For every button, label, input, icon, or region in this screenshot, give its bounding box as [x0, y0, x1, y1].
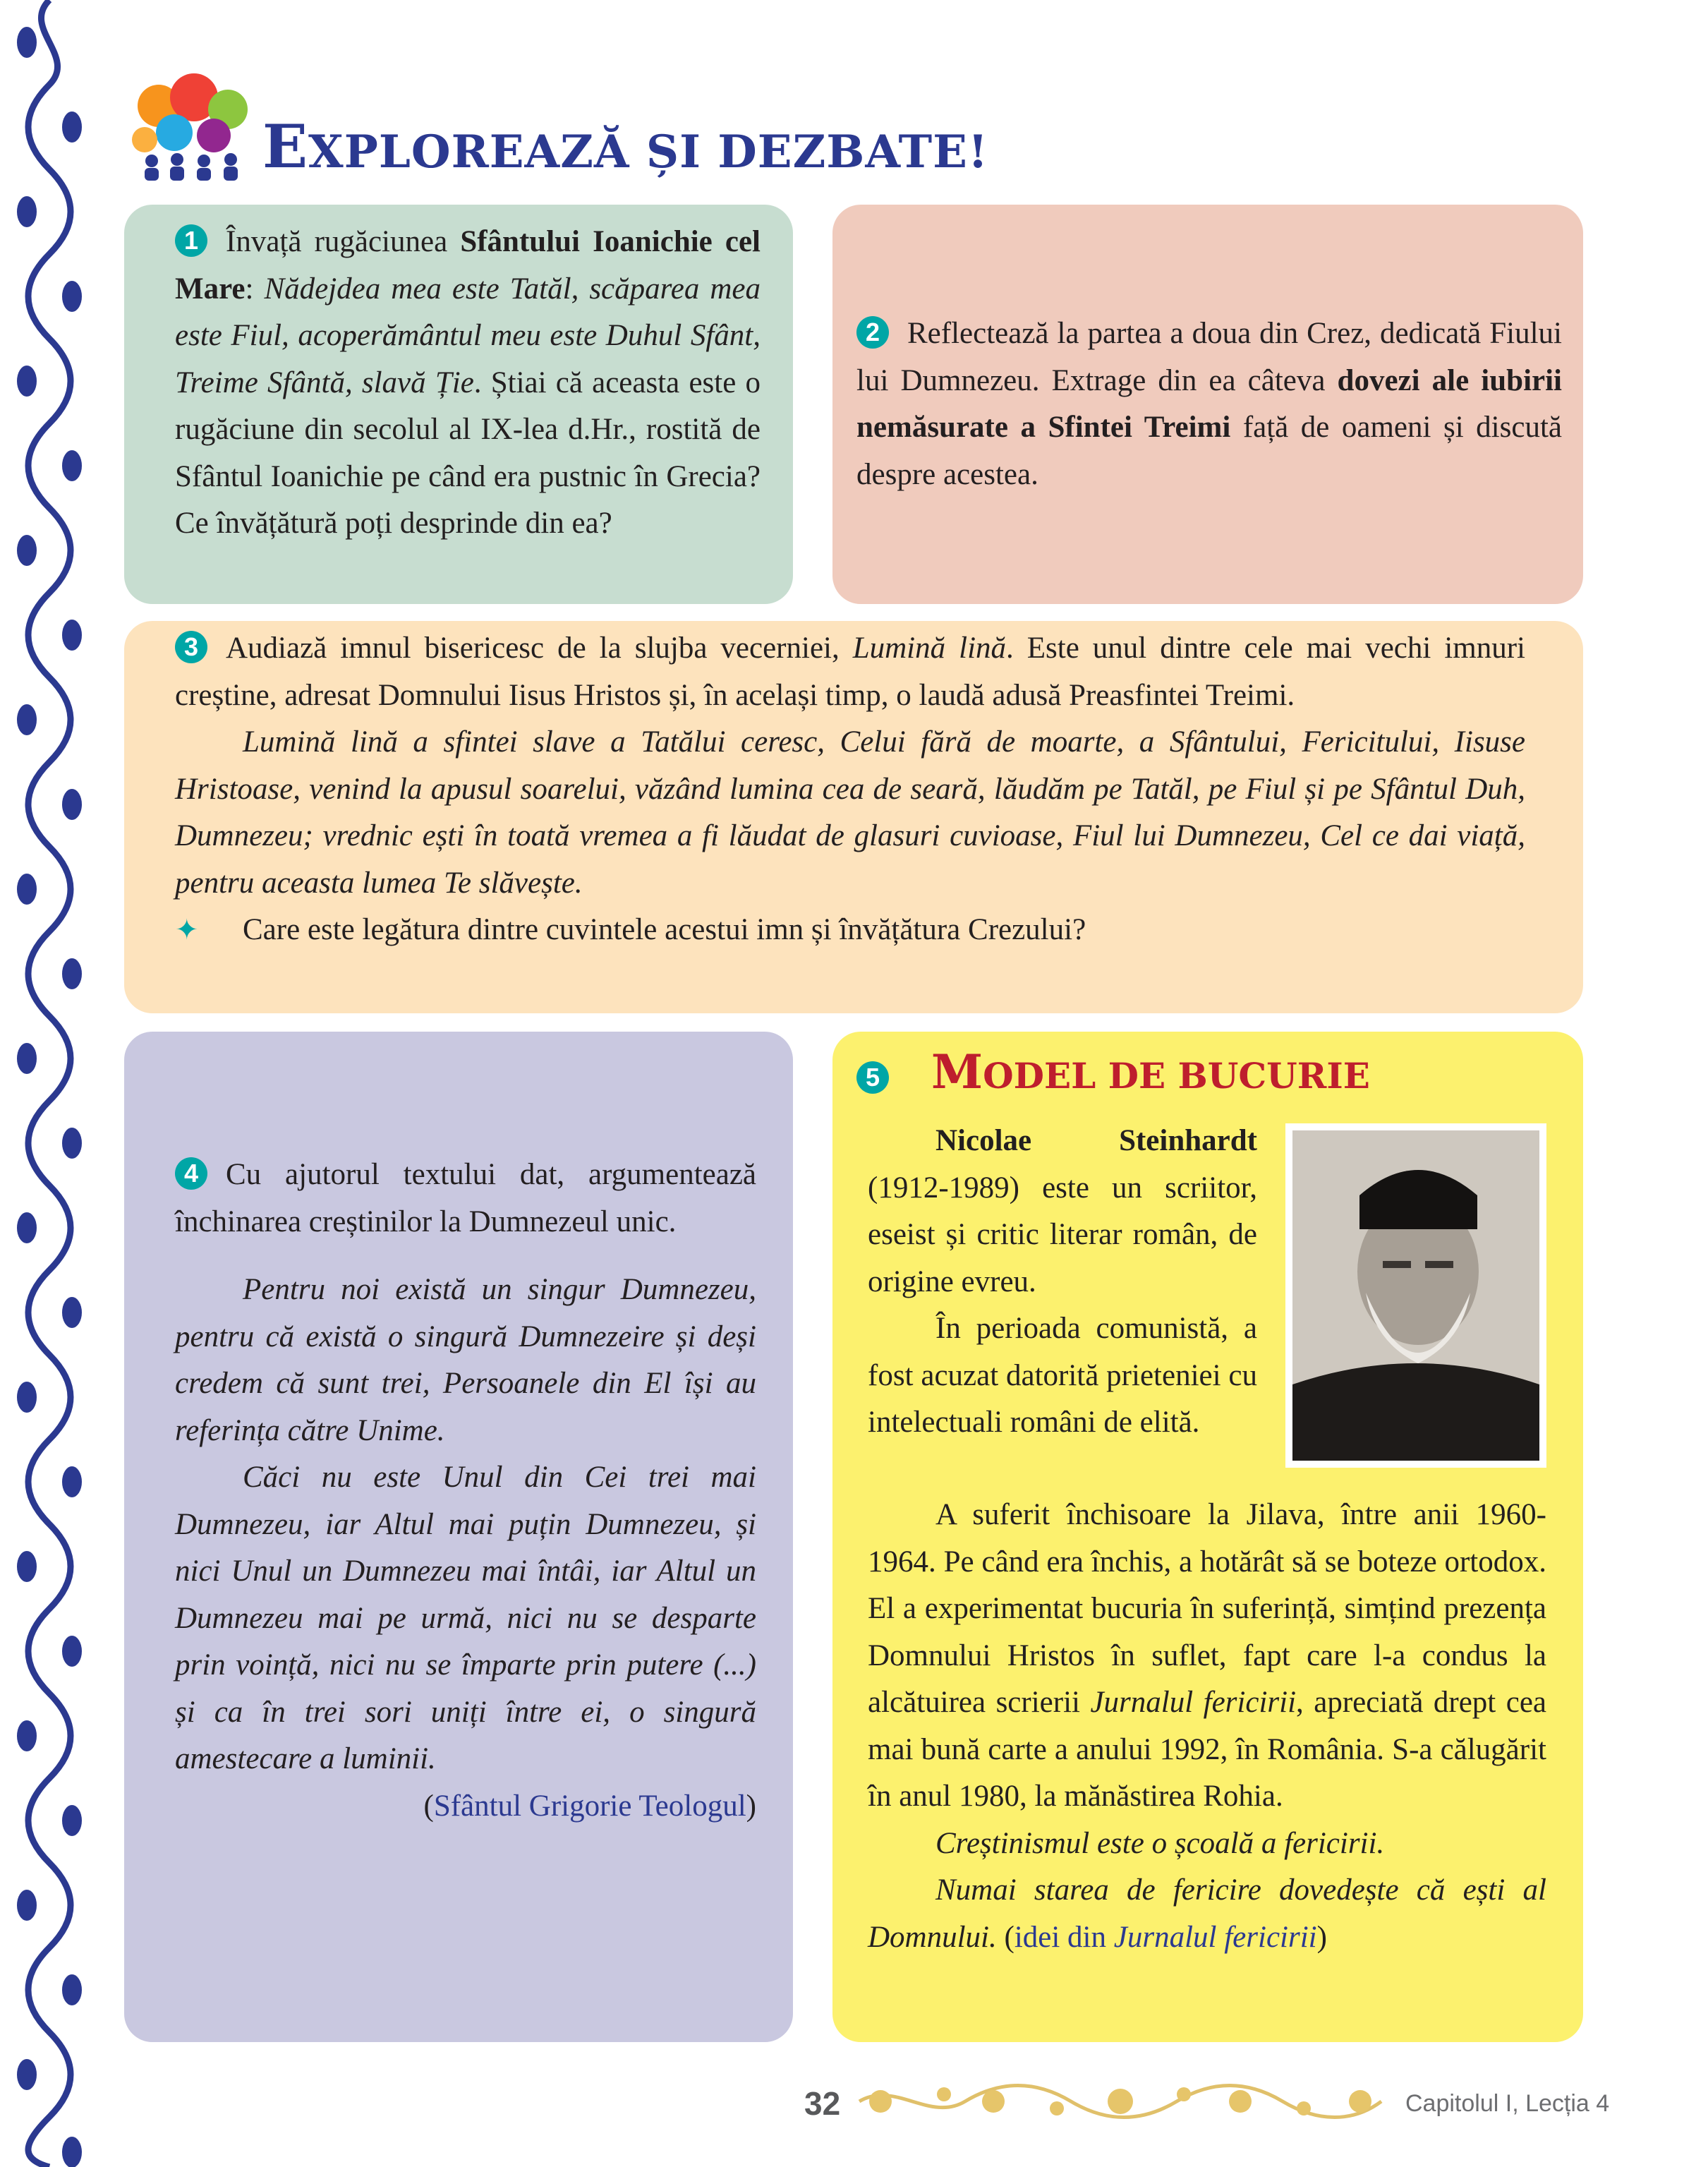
chapter-label: Capitolul I, Lecția 4: [1405, 2090, 1610, 2117]
activity-3-text: 3 Audiază imnul bisericesc de la slujba vecerniei, Lumină lină. Este unul dintre cele mai vechi imnuri creștine, adresat Domnului Iisus Hristos și, în același timp, o laudă adusă Preasfintei Treimi. Lumină lină a sfintei slave a Tatălui ceresc, Celui fără de moarte, a Sfântului, Fericitului, Iisuse Hristoase, venind la apusul soarelui, văzând lumina cea de seară, lăudăm pe Tatăl, pe Fiul și pe Sfântul Duh, Dumnezeu; vrednic ești în toată vremea a fi lăudat de glasuri cuvioase, Fiul lui Dumnezeu, Cel ce dai viață, pentru aceasta lumea Te slăvește. ✦ Care este legătura dintre cuvintele acestui imn și învățătura Crezului?: [175, 625, 1525, 954]
quote-source: (Sfântul Grigorie Teologul): [423, 1789, 756, 1823]
floral-ornament: [852, 2073, 1388, 2130]
decorative-vine-border: [0, 0, 92, 2167]
model-title: MODEL DE BUCURIE: [931, 1044, 1370, 1099]
number-badge-5: 5: [856, 1061, 889, 1094]
number-badge-2: 2: [856, 316, 889, 349]
number-badge-1: 1: [175, 224, 207, 257]
quote-paragraph-1: Pentru noi există un singur Dumnezeu, pentru că există o singură Dumnezeire și deși credem că sunt trei, Persoanele din El își au referința către Unime.: [175, 1273, 756, 1447]
number-badge-4: 4: [175, 1157, 207, 1190]
portrait-photo: [1285, 1123, 1546, 1468]
section-title: EXPLOREAZĂ ȘI DEZBATE!: [262, 111, 989, 181]
discussion-bubbles-icon: [131, 71, 258, 183]
hymn-text: Lumină lină a sfintei slave a Tatălui ceresc, Celui fără de moarte, a Sfântului, Fericitului, Iisuse Hristoase, venind la apusul soarelui, văzând lumina cea de seară, lăudăm pe Tatăl, pe Fiul și pe Sfântul Duh, Dumnezeu; vrednic ești în toată vremea a fi lăudat de glasuri cuvioase, Fiul lui Dumnezeu, Cel ce dai viață, pentru aceasta lumea Te slăvește.: [175, 725, 1525, 900]
activity-1-text: 1 Învață rugăciunea Sfântului Ioanichie cel Mare: Nădejdea mea este Tatăl, scăparea mea este Fiul, acoperământul meu este Duhul Sfânt, Treime Sfântă, slavă Ție. Știai că aceasta este o rugăciune din secolul al IX-lea d.Hr., rostită de Sfântul Ioanichie pe când era pustnic în Grecia? Ce învățătură poți desprinde din ea?: [175, 225, 761, 540]
activity-5-text-top: Nicolae Steinhardt (1912-1989) este un scriitor, eseist și critic literar român, de origine evreu. În perioada comunistă, a fost acuzat datorită prieteniei cu intelectuali români de elită.: [868, 1124, 1257, 1439]
number-badge-3: 3: [175, 631, 207, 663]
activity-2-text: 2 Reflectează la partea a doua din Crez, dedicată Fiului lui Dumnezeu. Extrage din ea câteva dovezi ale iubirii nemăsurate a Sfintei Treimi față de oameni și discută despre acestea.: [856, 317, 1562, 491]
page-number: 32: [804, 2085, 841, 2122]
activity-4-text: 4 Cu ajutorul textului dat, argumentează închinarea creștinilor la Dumnezeul unic. Pentru noi există un singur Dumnezeu, pentru că există o singură Dumnezeire și deși credem că sunt trei, Persoanele din El își au referința către Unime. Căci nu este Unul din Cei trei mai Dumnezeu, iar Altul mai puțin Dumnezeu, și nici Unul un Dumnezeu mai întâi, iar Altul un Dumnezeu mai pe urmă, nici nu se desparte prin voință, nici nu se împarte prin putere (...) și ca în trei sori uniți între ei, o singură amestecare a luminii. (Sfântul Grigorie Teologul): [175, 1152, 756, 1830]
star-bullet-icon: ✦: [175, 914, 199, 946]
number-badge-wrap: [856, 1056, 907, 1103]
quote-paragraph-2: Căci nu este Unul din Cei trei mai Dumnezeu, iar Altul mai puțin Dumnezeu, și nici Unul un Dumnezeu mai întâi, iar Altul un Dumnezeu mai pe urmă, nici nu se desparte prin voință, nici nu se împarte prin putere (...) și ca în trei sori uniți între ei, o singură amestecare a luminii.: [175, 1461, 756, 1775]
activity-5-text-bottom: A suferit închisoare la Jilava, între anii 1960-1964. Pe când era închis, a hotărât să se boteze ortodox. El a experimentat bucuria în suferință, simțind prezența Domnului Hristos în suflet, fapt care l-a condus la alcătuirea scrierii Jurnalul fericirii, apreciată drept cea mai bună carte a anului 1992, în România. S-a călugărit în anul 1980, la mănăstirea Rohia. Creștinismul este o școală a fericirii. Numai starea de fericire dovedește că ești al Domnului. (idei din Jurnalul fericirii): [868, 1498, 1546, 1954]
